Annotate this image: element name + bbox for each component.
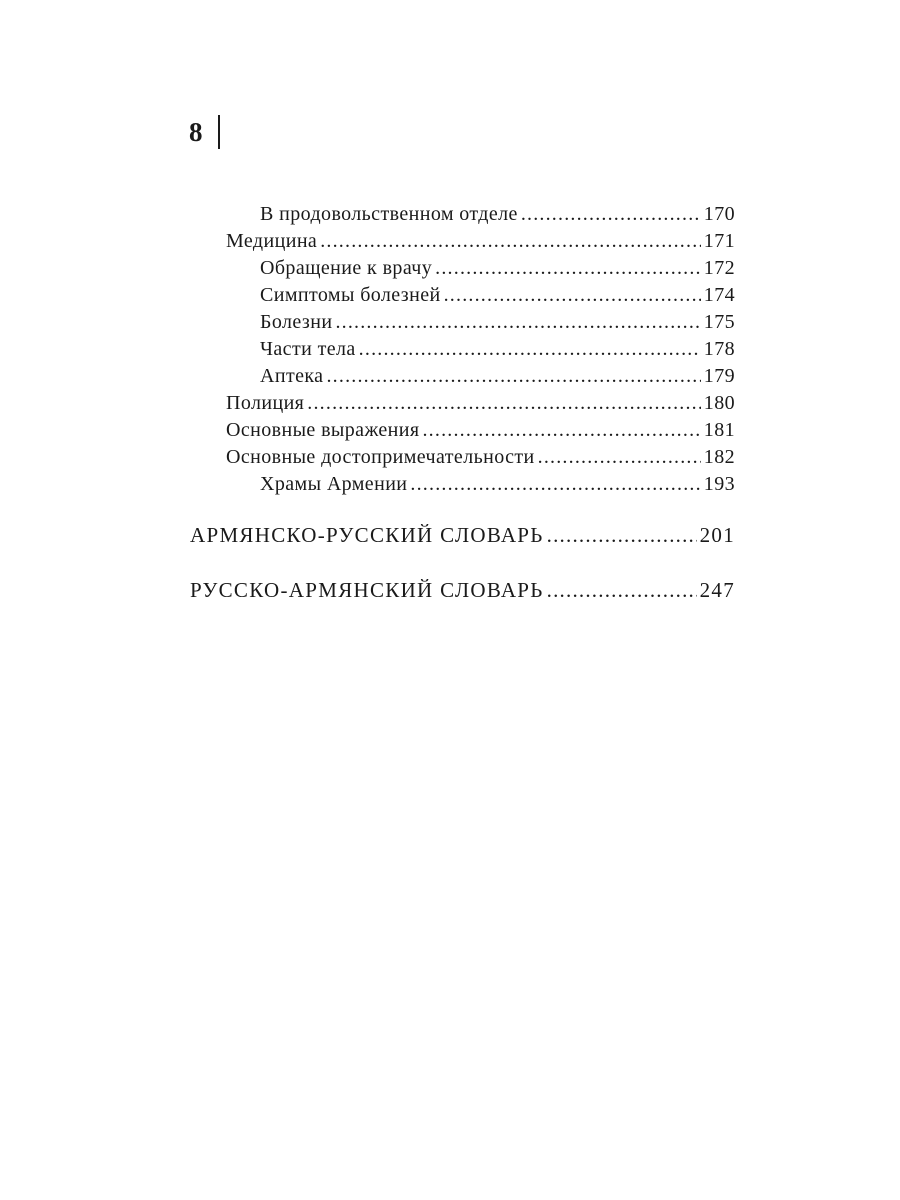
toc-entry-label: Полиция (226, 392, 305, 414)
toc-entry-temples[interactable] (260, 472, 735, 496)
page-number: 8 (189, 116, 203, 147)
toc-entry-label: В продовольственном отделе (260, 203, 518, 225)
toc-entry-label: Аптека (260, 365, 324, 387)
dot-leader (326, 364, 700, 388)
toc-entry-page: 179 (703, 365, 735, 387)
toc-entry-body-parts[interactable] (260, 337, 735, 361)
toc-entry-page: 247 (699, 578, 735, 602)
toc-entry-page: 201 (699, 523, 735, 547)
toc-entry-armenian-russian-dictionary[interactable] (190, 523, 735, 547)
dot-leader (521, 202, 701, 226)
dot-leader (335, 310, 700, 334)
toc-entry-page: 171 (703, 230, 735, 252)
toc-entry-page: 172 (703, 257, 735, 279)
page-header (189, 112, 220, 152)
toc-entry-label: Медицина (226, 230, 318, 252)
toc-entry-label: Обращение к врачу (260, 257, 433, 279)
dot-leader (307, 391, 701, 415)
dot-leader (547, 578, 697, 602)
toc-entry-pharmacy[interactable] (260, 364, 735, 388)
toc-entry-label: РУССКО-АРМЯНСКИЙ СЛОВАРЬ (190, 578, 544, 602)
toc-entry-basic-expressions[interactable] (226, 418, 735, 442)
toc-entry-sights[interactable] (226, 445, 735, 469)
toc-entry-diseases[interactable] (260, 310, 735, 334)
dot-leader (444, 283, 701, 307)
toc-entry-page: 170 (703, 203, 735, 225)
toc-entry-page: 174 (703, 284, 735, 306)
toc-entry-food-department[interactable] (260, 202, 735, 226)
dot-leader (547, 523, 697, 547)
header-divider (218, 115, 220, 149)
toc-entry-page: 182 (703, 446, 735, 468)
dot-leader (359, 337, 701, 361)
toc-entry-page: 175 (703, 311, 735, 333)
dot-leader (435, 256, 701, 280)
toc-entry-page: 178 (703, 338, 735, 360)
toc-entry-label: Симптомы болезней (260, 284, 441, 306)
toc-entry-medicine[interactable] (226, 229, 735, 253)
toc-entry-label: Части тела (260, 338, 356, 360)
toc-entry-police[interactable] (226, 391, 735, 415)
toc-entry-symptoms[interactable] (260, 283, 735, 307)
toc-entry-label: Основные достопримечательности (226, 446, 535, 468)
dot-leader (422, 418, 700, 442)
toc-entry-doctor-visit[interactable] (260, 256, 735, 280)
toc-entry-page: 181 (703, 419, 735, 441)
toc-entry-label: Основные выражения (226, 419, 420, 441)
dot-leader (538, 445, 701, 469)
dot-leader (320, 229, 701, 253)
toc-entry-label: АРМЯНСКО-РУССКИЙ СЛОВАРЬ (190, 523, 544, 547)
toc-entry-page: 193 (703, 473, 735, 495)
toc-entry-label: Храмы Армении (260, 473, 408, 495)
toc-entry-russian-armenian-dictionary[interactable] (190, 578, 735, 602)
toc-entry-label: Болезни (260, 311, 333, 333)
dot-leader (410, 472, 700, 496)
toc-entry-page: 180 (703, 392, 735, 414)
